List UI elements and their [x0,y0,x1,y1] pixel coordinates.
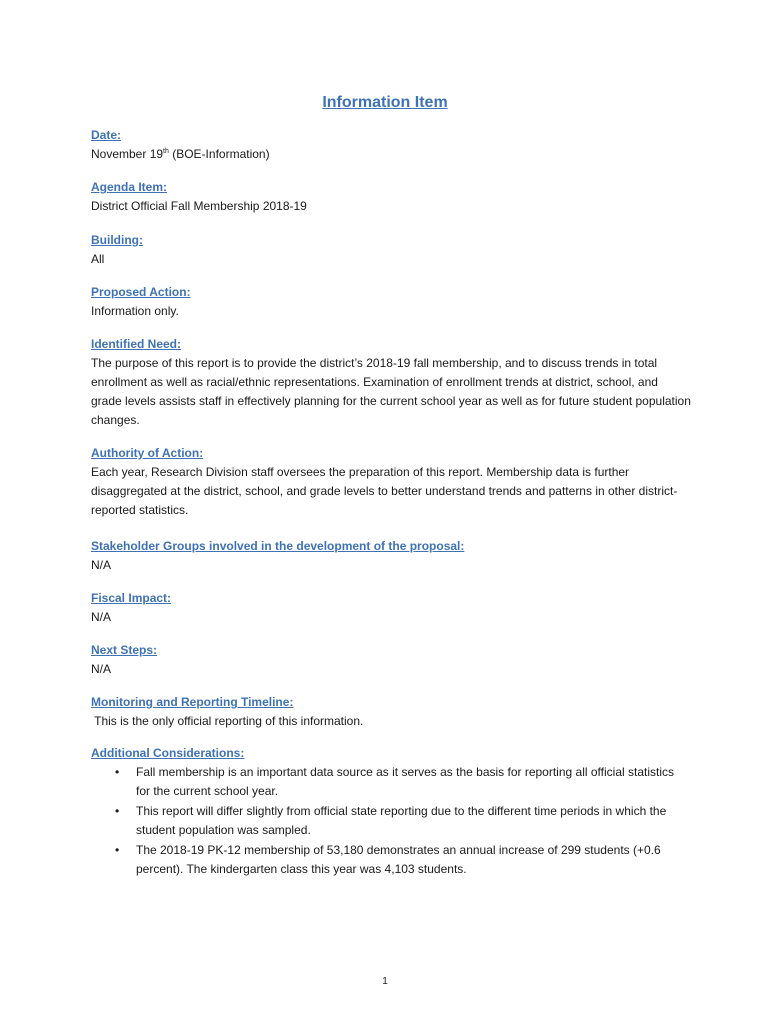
authority-value: Each year, Research Division staff oversees the preparation of this report. Membership data is further disaggregated at the district, school, and grade levels to better understand trends and patterns in other district-reported statistics. [91,465,678,517]
next-steps-heading: Next Steps: [91,643,158,657]
bullet-icon: • [115,765,120,779]
authority-section [91,444,691,520]
next-steps-value: N/A [91,662,112,676]
building-section [91,231,691,269]
list-item: • This report will differ slightly from official state reporting due to the different time periods in which the student population was sampled. [115,804,667,837]
need-heading: Identified Need: [91,337,182,351]
bullet-icon: • [115,843,120,857]
date-value: November 19th (BOE-Information) [91,147,270,161]
proposed-heading: Proposed Action: [91,285,191,299]
monitoring-section [91,693,691,731]
list-item: • Fall membership is an important data source as it serves as the basis for reporting all official statistics for the current school year. [115,765,675,798]
bullet-icon: • [115,804,120,818]
list-item: • The 2018-19 PK-12 membership of 53,180 demonstrates an annual increase of 299 students (+0.6 percent). The kindergarten class this year was 4,103 students. [115,843,661,876]
additional-section [91,744,691,879]
building-value: All [91,252,105,266]
fiscal-value: N/A [91,610,112,624]
next-steps-section [91,641,691,679]
agenda-heading: Agenda Item: [91,180,168,194]
fiscal-section [91,589,691,627]
proposed-section [91,283,691,321]
need-section [91,335,691,430]
fiscal-heading: Fiscal Impact: [91,591,172,605]
agenda-section [91,178,691,216]
building-heading: Building: [91,233,143,247]
authority-heading: Authority of Action: [91,446,204,460]
monitoring-value: This is the only official reporting of this information. [91,714,364,728]
stakeholder-heading: Stakeholder Groups involved in the development of the proposal: [91,539,465,553]
considerations-list [91,763,691,879]
page-title: Information Item [322,94,448,111]
agenda-value: District Official Fall Membership 2018-19 [91,199,307,213]
stakeholder-section [91,537,691,575]
page-number: 1 [382,976,388,987]
additional-heading: Additional Considerations: [91,746,245,760]
stakeholder-value: N/A [91,558,112,572]
proposed-value: Information only. [91,304,179,318]
date-heading: Date: [91,128,122,142]
date-section [91,126,691,164]
monitoring-heading: Monitoring and Reporting Timeline: [91,695,294,709]
need-value: The purpose of this report is to provide the district’s 2018-19 fall membership, and to discuss trends in total enrollment as well as racial/ethnic representations. Examination of enrollment trends at district, school, and grade levels assists staff in effectively planning for the current school year as well as for future student population changes. [91,356,691,427]
